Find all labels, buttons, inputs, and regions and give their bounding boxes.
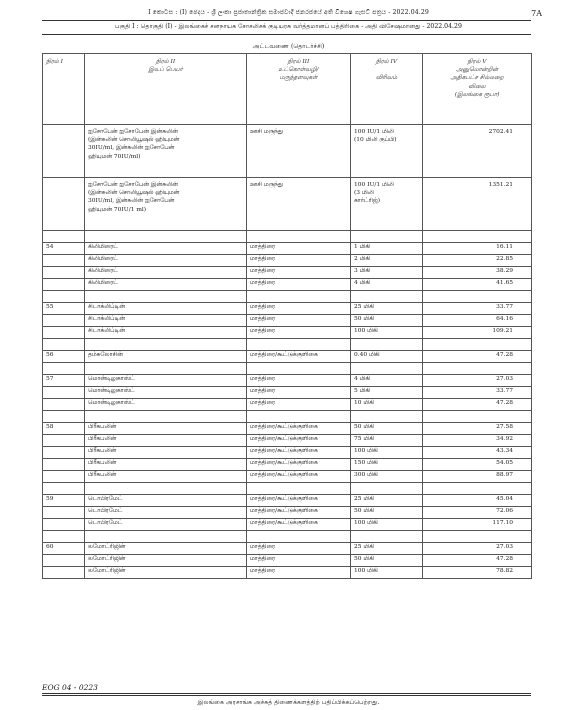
cell-drug-name: சிடாக்லிப்டின்	[85, 327, 247, 339]
blank-cell	[247, 483, 351, 495]
cell-drug-name: டொபிரமேட்	[85, 495, 247, 507]
cell-route: மாத்திரை/கூட்டுக்குளிகை	[247, 351, 351, 363]
cell-route: மாத்திரை	[247, 279, 351, 291]
table-row	[43, 255, 532, 267]
cell-strength: 100 மிகி	[351, 519, 423, 531]
cell-item-no: 55	[43, 303, 85, 315]
table-row	[43, 519, 532, 531]
cell-drug-name: மொன்டிலுகாஸ்ட்	[85, 375, 247, 387]
table-row	[43, 243, 532, 255]
cell-route: ஊசி மருந்து	[247, 125, 351, 178]
blank-cell	[85, 363, 247, 375]
table-row	[43, 435, 532, 447]
cell-item-no	[43, 178, 85, 231]
column-sub: மருந்தளவுகள்	[279, 75, 318, 82]
blank-row	[43, 363, 532, 375]
blank-cell	[351, 411, 423, 423]
cell-drug-name: பிரீகபலின்	[85, 435, 247, 447]
cell-strength: 4 மிகி	[351, 375, 423, 387]
column-sub: உட்கொள்வழி/	[278, 67, 319, 74]
cell-price: 47.28	[423, 399, 532, 411]
footer-divider-2	[42, 695, 531, 696]
cell-item-no: 57	[43, 375, 85, 387]
cell-drug-name: கிலிமிரைட்	[85, 255, 247, 267]
cell-route: மாத்திரை/கூட்டுக்குளிகை	[247, 423, 351, 435]
blank-cell	[351, 531, 423, 543]
cell-route: மாத்திரை	[247, 543, 351, 555]
cell-drug-name: டொபிரமேட்	[85, 519, 247, 531]
blank-cell	[247, 231, 351, 243]
blank-cell	[247, 291, 351, 303]
blank-row	[43, 231, 532, 243]
column-sub: விரிவம்	[375, 75, 398, 82]
cell-price: 109.21	[423, 327, 532, 339]
table-row	[43, 471, 532, 483]
cell-drug-name: ஐசோபேன் ஐசோபேன் இன்சுலின் (இன்சுலின் சொலியூஷல் ஹியுமன் 30IU/ml, இன்சுலின் ஐசோபேன் ஹியுமன் 70IU/1 ml)	[85, 178, 247, 231]
cell-price: 38.29	[423, 267, 532, 279]
column-header-3	[247, 54, 351, 125]
cell-item-no	[43, 567, 85, 579]
blank-cell	[43, 339, 85, 351]
cell-route: மாத்திரை	[247, 243, 351, 255]
cell-route: மாத்திரை/கூட்டுக்குளிகை	[247, 459, 351, 471]
cell-route: மாத்திரை/கூட்டுக்குளிகை	[247, 435, 351, 447]
column-head: நிரல் II	[155, 59, 176, 65]
cell-drug-name: பிரீகபலின்	[85, 471, 247, 483]
cell-item-no: 54	[43, 243, 85, 255]
cell-item-no	[43, 555, 85, 567]
cell-price: 88.97	[423, 471, 532, 483]
cell-route: மாத்திரை	[247, 303, 351, 315]
cell-drug-name: சிடாக்லிப்டின்	[85, 315, 247, 327]
page-number: 7A	[531, 9, 542, 18]
blank-cell	[423, 363, 532, 375]
cell-strength: 75 மிகி	[351, 435, 423, 447]
price-schedule-table	[42, 53, 532, 579]
cell-drug-name: பிரீகபலின்	[85, 423, 247, 435]
cell-item-no	[43, 507, 85, 519]
blank-row	[43, 483, 532, 495]
blank-cell	[43, 363, 85, 375]
cell-price: 33.77	[423, 387, 532, 399]
table-row	[43, 423, 532, 435]
table-row	[43, 387, 532, 399]
cell-drug-name: மொன்டிலுகாஸ்ட்	[85, 399, 247, 411]
blank-cell	[247, 531, 351, 543]
cell-item-no: 56	[43, 351, 85, 363]
table-row	[43, 543, 532, 555]
cell-item-no	[43, 471, 85, 483]
cell-item-no	[43, 387, 85, 399]
cell-strength: 150 மிகி	[351, 459, 423, 471]
cell-price: 2702.41	[423, 125, 532, 178]
blank-row	[43, 411, 532, 423]
cell-drug-name: ஐசோபேன் ஐசோபேன் இன்சுலின் (இன்சுலின் சொலியூஷல் ஹியுமன் 30IU/ml, இன்சுலின் ஐசோபேன் ஹியுமன் 70IU/ml)	[85, 125, 247, 178]
cell-price: 27.03	[423, 375, 532, 387]
cell-route: மாத்திரை/கூட்டுக்குளிகை	[247, 519, 351, 531]
cell-price: 45.04	[423, 495, 532, 507]
cell-pack: 100 IU/1 மிலி (10 மிலி குப்பி)	[351, 125, 423, 178]
cell-strength: 1 மிகி	[351, 243, 423, 255]
table-row	[43, 279, 532, 291]
cell-route: ஊசி மருந்து	[247, 178, 351, 231]
cell-drug-name: லமோட்ரிஜின்	[85, 567, 247, 579]
blank-cell	[351, 483, 423, 495]
blank-row	[43, 291, 532, 303]
table-row	[43, 267, 532, 279]
column-head: நிரல் V	[467, 59, 487, 65]
cell-item-no	[43, 255, 85, 267]
cell-route: மாத்திரை	[247, 387, 351, 399]
cell-price: 34.92	[423, 435, 532, 447]
table-row	[43, 303, 532, 315]
blank-cell	[423, 291, 532, 303]
table-row	[43, 327, 532, 339]
blank-row	[43, 339, 532, 351]
cell-route: மாத்திரை	[247, 255, 351, 267]
cell-item-no	[43, 327, 85, 339]
table-body	[43, 125, 532, 579]
header-divider	[42, 20, 531, 21]
blank-cell	[423, 339, 532, 351]
table-row	[43, 315, 532, 327]
cell-drug-name: பிரீகபலின்	[85, 447, 247, 459]
cell-strength: 10 மிகி	[351, 399, 423, 411]
cell-price: 47.28	[423, 555, 532, 567]
cell-route: மாத்திரை/கூட்டுக்குளிகை	[247, 507, 351, 519]
cell-strength: 2 மிகி	[351, 255, 423, 267]
blank-cell	[351, 363, 423, 375]
blank-cell	[351, 339, 423, 351]
cell-price: 54.05	[423, 459, 532, 471]
cell-strength: 0.40 மிகி	[351, 351, 423, 363]
cell-price: 27.03	[423, 543, 532, 555]
cell-strength: 50 மிகி	[351, 507, 423, 519]
cell-drug-name: சிடாக்லிப்டின்	[85, 303, 247, 315]
blank-cell	[423, 411, 532, 423]
cell-item-no	[43, 447, 85, 459]
blank-cell	[351, 291, 423, 303]
blank-cell	[247, 339, 351, 351]
cell-price: 72.06	[423, 507, 532, 519]
blank-cell	[85, 411, 247, 423]
column-header-5	[423, 54, 532, 125]
blank-cell	[423, 483, 532, 495]
column-header-4	[351, 54, 423, 125]
header-line-2: பகுதி I : தொகுதி (I) - இலங்கைச் சனநாயக சோசலிசக் குடியரசு வர்த்தமானப் பத்திரிகை - அதி விசேஷமானது - 2022.04.29	[115, 23, 462, 30]
column-header-row	[43, 54, 532, 125]
cell-item-no: 58	[43, 423, 85, 435]
cell-item-no	[43, 435, 85, 447]
blank-cell	[85, 339, 247, 351]
schedule-title: அட்டவணை (தொடர்ச்சி)	[252, 43, 325, 50]
column-header-2	[85, 54, 247, 125]
cell-strength: 300 மிகி	[351, 471, 423, 483]
column-head: நிரல் I	[46, 59, 64, 65]
table-row	[43, 447, 532, 459]
blank-cell	[85, 483, 247, 495]
cell-route: மாத்திரை	[247, 375, 351, 387]
cell-strength: 25 மிகி	[351, 543, 423, 555]
table-row	[43, 507, 532, 519]
cell-route: மாத்திரை	[247, 555, 351, 567]
blank-cell	[85, 531, 247, 543]
table-row	[43, 459, 532, 471]
cell-price: 22.85	[423, 255, 532, 267]
blank-cell	[43, 531, 85, 543]
table-row	[43, 567, 532, 579]
cell-item-no	[43, 459, 85, 471]
blank-cell	[43, 231, 85, 243]
cell-route: மாத்திரை	[247, 315, 351, 327]
footer-divider	[42, 693, 531, 694]
cell-drug-name: கிலிமிரைட்	[85, 279, 247, 291]
blank-cell	[43, 411, 85, 423]
column-head: நிரல் III	[287, 59, 310, 65]
cell-strength: 100 மிகி	[351, 567, 423, 579]
blank-cell	[247, 411, 351, 423]
cell-strength: 25 மிகி	[351, 495, 423, 507]
cell-drug-name: தம்சுலோசின்	[85, 351, 247, 363]
cell-route: மாத்திரை/கூட்டுக்குளிகை	[247, 495, 351, 507]
cell-item-no	[43, 279, 85, 291]
cell-price: 47.28	[423, 351, 532, 363]
cell-price: 78.82	[423, 567, 532, 579]
cell-item-no: 59	[43, 495, 85, 507]
blank-cell	[423, 231, 532, 243]
column-head: நிரல் IV	[375, 59, 398, 65]
blank-cell	[247, 363, 351, 375]
cell-strength: 4 மிகி	[351, 279, 423, 291]
table-row	[43, 555, 532, 567]
cell-price: 43.34	[423, 447, 532, 459]
table-row	[43, 351, 532, 363]
blank-cell	[43, 483, 85, 495]
cell-strength: 50 மிகி	[351, 423, 423, 435]
cell-route: மாத்திரை/கூட்டுக்குளிகை	[247, 471, 351, 483]
cell-price: 27.58	[423, 423, 532, 435]
cell-strength: 5 மிகி	[351, 387, 423, 399]
column-sub: அனுமொன்றின்	[455, 67, 499, 74]
blank-cell	[85, 231, 247, 243]
cell-route: மாத்திரை	[247, 327, 351, 339]
cell-drug-name: பிரீகபலின்	[85, 459, 247, 471]
cell-price: 41.65	[423, 279, 532, 291]
cell-strength: 50 மிகி	[351, 315, 423, 327]
table-row	[43, 125, 532, 178]
cell-route: மாத்திரை	[247, 399, 351, 411]
cell-strength: 100 மிகி	[351, 447, 423, 459]
cell-drug-name: லமோட்ரிஜின்	[85, 555, 247, 567]
cell-price: 64.16	[423, 315, 532, 327]
cell-drug-name: மொன்டிலுகாஸ்ட்	[85, 387, 247, 399]
column-sub: (இலங்கை ரூபா)	[454, 91, 500, 98]
column-sub: அதிகபட்ச சில்லறை	[450, 75, 504, 82]
document-code: EOG 04 - 0223	[42, 683, 98, 692]
column-sub: இ௳ப் பெயர்	[148, 67, 183, 74]
cell-route: மாத்திரை	[247, 567, 351, 579]
blank-cell	[423, 531, 532, 543]
cell-drug-name: லமோட்ரிஜின்	[85, 543, 247, 555]
table-row	[43, 375, 532, 387]
cell-item-no: 60	[43, 543, 85, 555]
cell-drug-name: கிலிமிரைட்	[85, 243, 247, 255]
table-row	[43, 495, 532, 507]
cell-item-no	[43, 125, 85, 178]
cell-route: மாத்திரை/கூட்டுக்குளிகை	[247, 447, 351, 459]
cell-item-no	[43, 267, 85, 279]
blank-cell	[43, 291, 85, 303]
cell-drug-name: டொபிரமேட்	[85, 507, 247, 519]
cell-drug-name: கிலிமிரைட்	[85, 267, 247, 279]
cell-strength: 3 மிகி	[351, 267, 423, 279]
cell-pack: 100 IU/1 மிலி (3 மிலி கார்ட்ரிஜ்)	[351, 178, 423, 231]
blank-cell	[85, 291, 247, 303]
column-sub: விலை	[468, 83, 486, 90]
table-row	[43, 178, 532, 231]
cell-price: 1351.21	[423, 178, 532, 231]
cell-strength: 100 மிகி	[351, 327, 423, 339]
cell-price: 16.11	[423, 243, 532, 255]
cell-route: மாத்திரை	[247, 267, 351, 279]
column-header-1	[43, 54, 85, 125]
cell-strength: 50 மிகி	[351, 555, 423, 567]
cell-item-no	[43, 315, 85, 327]
cell-strength: 25 மிகி	[351, 303, 423, 315]
cell-item-no	[43, 519, 85, 531]
blank-cell	[351, 231, 423, 243]
blank-row	[43, 531, 532, 543]
cell-item-no	[43, 399, 85, 411]
cell-price: 33.77	[423, 303, 532, 315]
table-row	[43, 399, 532, 411]
cell-price: 117.10	[423, 519, 532, 531]
header-divider-2	[42, 34, 531, 35]
header-line-1: I කොටස : (I) ඡෙදය - ශ්‍රී ලංකා ප්‍රජාතාන්ත්‍රික සමාජවාදී ජනරජයේ අති විශෙෂ ගැසට් පත්‍රය - 2022.04.29	[148, 9, 429, 16]
printer-credit: இலங்கை அரசாங்க அச்சுத் திணைக்களத்திற் பதிப்பிக்கப்பெற்றது.	[197, 699, 380, 706]
